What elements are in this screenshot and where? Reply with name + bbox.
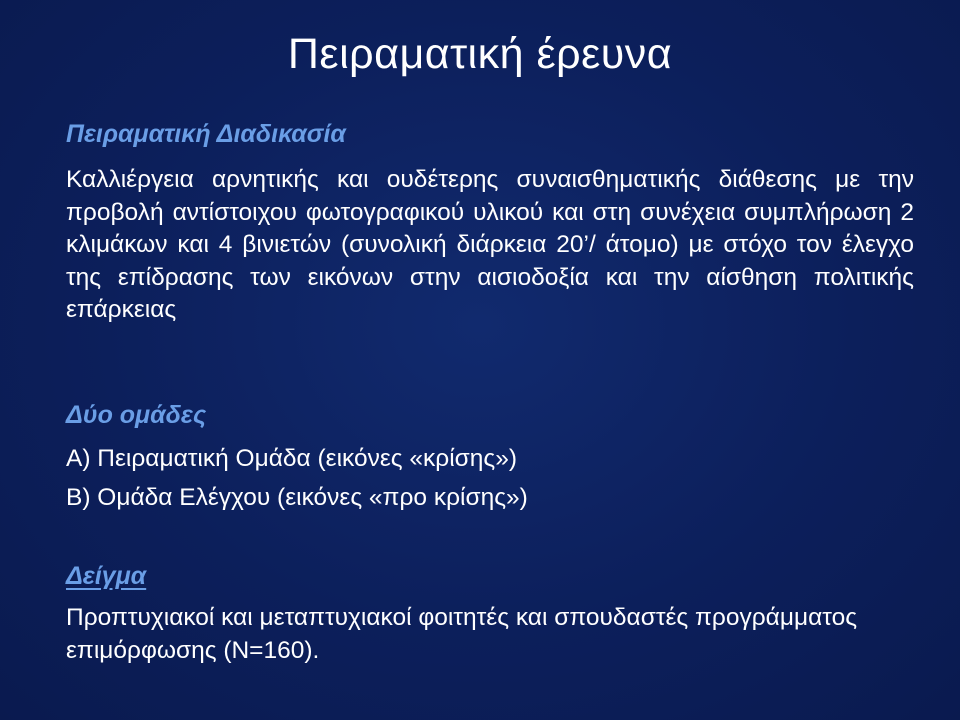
procedure-text: Καλλιέργεια αρνητικής και ουδέτερης συναισθηματικής διάθεσης με την προβολή αντίστοιχου φωτογραφικού υλικού και στη συνέχεια συμπλήρωση 2 κλιμάκων και 4 βινιετών (συνολική διάρκεια 20’/ άτομο) με στόχο τον έλεγχο της επίδρασης των εικόνων στην αισιοδοξία και την αίσθηση πολιτικής επάρκειας [66,166,914,323]
group-item-experimental: A) Πειραματική Ομάδα (εικόνες «κρίσης») [66,445,517,472]
group-item-control: B) Ομάδα Ελέγχου (εικόνες «προ κρίσης») [66,484,528,511]
sample-heading: Δείγμα [66,562,147,590]
groups-heading: Δύο ομάδες [66,401,207,429]
slide-title: Πειραματική έρευνα [287,30,673,78]
sample-text: Προπτυχιακοί και μεταπτυχιακοί φοιτητές και σπουδαστές προγράμματος επιμόρφωσης (Ν=160). [66,604,858,664]
procedure-heading: Πειραματική Διαδικασία [66,120,346,148]
